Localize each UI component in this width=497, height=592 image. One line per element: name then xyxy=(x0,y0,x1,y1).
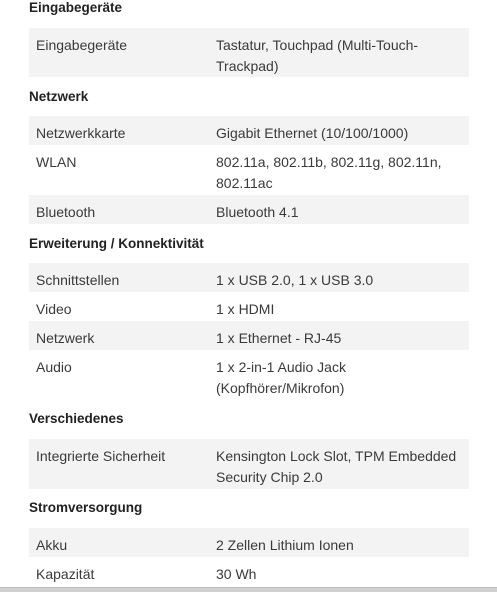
section-title-verschiedenes: Verschiedenes xyxy=(29,411,124,426)
window-bottom-border xyxy=(0,587,497,592)
spec-label: Integrierte Sicherheit xyxy=(36,448,166,464)
section-title-erweiterung: Erweiterung / Konnektivität xyxy=(29,236,204,251)
spec-label: Bluetooth xyxy=(36,204,96,220)
spec-row-netzwerk xyxy=(29,321,469,350)
spec-value: 1 x 2-in-1 Audio Jack (Kopfhörer/Mikrofon) xyxy=(216,359,346,396)
spec-value: Tastatur, Touchpad (Multi-Touch-Trackpad) xyxy=(216,37,419,74)
section-title-stromversorgung: Stromversorgung xyxy=(29,500,143,515)
spec-value: 2 Zellen Lithium Ionen xyxy=(216,537,354,553)
spec-label: Netzwerkkarte xyxy=(36,125,126,141)
spec-label: Netzwerk xyxy=(36,330,95,346)
spec-value: 1 x Ethernet - RJ-45 xyxy=(216,330,342,346)
spec-row-kapazitaet xyxy=(29,557,469,586)
spec-label: WLAN xyxy=(36,154,77,170)
spec-row-video xyxy=(29,292,469,321)
spec-row-eingabegeraete xyxy=(29,28,469,77)
spec-row-wlan xyxy=(29,145,469,195)
section-title-eingabegeraete: Eingabegeräte xyxy=(29,0,123,15)
spec-value: 802.11a, 802.11b, 802.11g, 802.11n, 802.11ac xyxy=(216,154,442,191)
spec-label: Akku xyxy=(36,537,68,553)
spec-row-integrierte-sicherheit xyxy=(29,439,469,489)
spec-row-netzwerkkarte xyxy=(29,116,469,145)
spec-value: Bluetooth 4.1 xyxy=(216,204,299,220)
spec-value: 1 x HDMI xyxy=(216,301,275,317)
spec-row-bluetooth xyxy=(29,195,469,224)
spec-label: Audio xyxy=(36,359,72,375)
spec-row-akku xyxy=(29,528,469,557)
spec-label: Eingabegeräte xyxy=(36,37,128,53)
section-title-netzwerk: Netzwerk xyxy=(29,89,89,104)
spec-value: 30 Wh xyxy=(216,566,257,582)
spec-value: 1 x USB 2.0, 1 x USB 3.0 xyxy=(216,272,374,288)
spec-label: Video xyxy=(36,301,72,317)
spec-value: Gigabit Ethernet (10/100/1000) xyxy=(216,125,409,141)
spec-label: Schnittstellen xyxy=(36,272,120,288)
spec-label: Kapazität xyxy=(36,566,95,582)
spec-row-audio xyxy=(29,350,469,400)
spec-row-schnittstellen xyxy=(29,263,469,292)
spec-value: Kensington Lock Slot, TPM Embedded Security Chip 2.0 xyxy=(216,448,457,485)
